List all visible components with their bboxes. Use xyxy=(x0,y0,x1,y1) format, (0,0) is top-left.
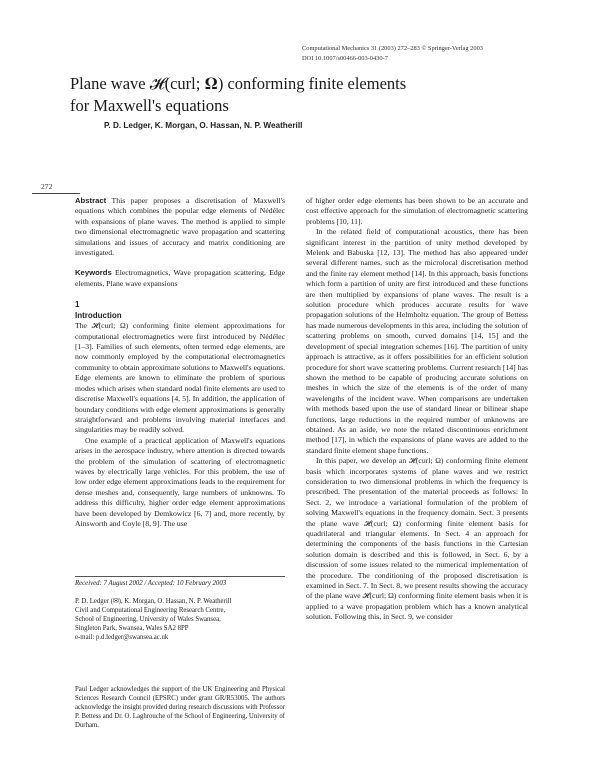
journal-doi: DOI 10.1007/s00466-003-0430-7 xyxy=(302,55,388,62)
acknowledgement: Paul Ledger acknowledges the support of the UK Engineering and Physical Sciences Research Council (EPSRC) under grant GR/R53005. The authors acknowledge the insight provided during research discussions with Professor P. Bettess and Dr. O. Laghrouche of the School of Engineering, University of Durham. xyxy=(75,686,285,729)
abstract-text: This paper proposes a discretisation of Maxwell's equations which combines the popular edge elements of Nédélec with expansions of plane waves. The method is applied to simple two dimensional electromagnetic wave propagation and scattering simulations and issues of accuracy and matrix conditioning are investigated. xyxy=(75,196,285,258)
keywords-label: Keywords xyxy=(75,268,112,278)
paper-title xyxy=(70,73,550,117)
page-number-rule xyxy=(32,193,80,194)
address-line: Civil and Computational Engineering Research Centre, xyxy=(75,607,226,614)
email-line: e-mail: p.d.ledger@swansea.ac.uk xyxy=(75,634,169,641)
address-line: Singleton Park, Swansea, Wales SA2 8PP xyxy=(75,625,189,632)
received-dates: Received: 7 August 2002 / Accepted: 10 February 2003 xyxy=(75,580,227,587)
address-line: P. D. Ledger (✉), K. Morgan, O. Hassan, N. P. Weatherill xyxy=(75,598,232,605)
journal-citation: Computational Mechanics 31 (2003) 272–283 © Springer-Verlag 2003 xyxy=(302,45,483,52)
intro-paragraph-1: The 𝓗(curl; Ω) conforming finite element approximations for computational electromagnetics were first introduced by Nédélec [1–3]. Families of such elements, often termed edge elements, are now commonly employed by the computational electromagnetics community to obtain approximate solutions to Maxwell's equations. Edge elements are known to eliminate the problem of spurious modes which arises when standard nodal finite elements are used to discretise Maxwell's equations [4, 5]. In addition, the application of boundary conditions with edge element approximations is generally straightforward and problems involving material interfaces and singularities may be readily solved. xyxy=(75,321,285,435)
journal-header xyxy=(302,44,582,64)
author-address xyxy=(75,597,285,642)
section-title: Introduction xyxy=(75,311,122,321)
abstract-label: Abstract xyxy=(75,196,107,205)
paper-title-line2: for Maxwell's equations xyxy=(70,96,229,115)
intro-paragraph-2: One example of a practical application of Maxwell's equations arises in the aerospace industry, where attention is directed towards the problem of the simulation of scattering of electromagnetic waves by electrically large vehicles. For this problem, the use of low order edge element approximations leads to the requirement for dense meshes and, consequently, large numbers of unknowns. To address this difficulty, higher order edge element approximations have been developed by Demkowicz [6, 7] and, more recently, by Ainsworth and Coyle [8, 9]. The use xyxy=(75,435,285,528)
address-line: School of Engineering, University of Wales Swansea, xyxy=(75,616,221,623)
right-paragraph-3: In this paper, we develop an 𝓗(curl; Ω) conforming finite element basis which incorporates systems of plane waves and we restrict consideration to two dimensional problems in which the frequency is prescribed. The presentation of the material proceeds as follows: In Sect. 2, we introduce a variational formulation of the problem of solving Maxwell's equations in the frequency domain. Sect. 3 presents the plane wave 𝓗(curl; Ω) conforming finite element basis for quadrilateral and triangular elements. In Sect. 4 an approach for determining the components of the basis functions in the Cartesian solution domain is described and this is followed, in Sect. 6, by a discussion of some issues related to the numerical implementation of the procedure. The conditioning of the proposed discretisation is examined in Sect. 7. In Sect. 8, we present results showing the accuracy of the plane wave 𝓗(curl; Ω) conforming finite element basis when it is applied to a wave propagation problem which has a known analytical solution. Following this, in Sect. 9, we consider xyxy=(306,456,528,622)
footnote-divider xyxy=(75,576,285,577)
author-list: P. D. Ledger, K. Morgan, O. Hassan, N. P. Weatherill xyxy=(104,121,303,130)
abstract xyxy=(75,196,285,258)
page-number: 272 xyxy=(41,182,53,191)
paper-title-line1: Plane wave 𝓗(curl; 𝛀) conforming finite elements xyxy=(70,74,407,93)
left-column xyxy=(75,196,285,529)
keywords xyxy=(75,268,285,289)
right-paragraph-1: of higher order edge elements has been shown to be an accurate and cost effective approach for the simulation of electromagnetic scattering problems [10, 11]. xyxy=(306,196,528,226)
section-number: 1 xyxy=(75,300,80,310)
right-column xyxy=(306,196,528,623)
right-paragraph-2: In the related field of computational acoustics, there has been significant interest in the partition of unity method developed by Melenk and Babuska [12, 13]. The method has also appeared under several different names, such as the microlocal discretisation method and the finite ray element method [14]. In this approach, basis functions which form a partition of unity are first introduced and these functions are then multiplied by expansions of plane waves. The result is a solution procedure which produces accurate results for wave propagation solutions of the Helmholtz equation. The group of Bettess has made numerous developments in this area, including the solution of scattering problems on smooth, curved domains [14, 15] and the development of special integration schemes [16]. The partition of unity approach is attractive, as it offers possibilities for an efficient solution procedure for short wave scattering problems. Current research [14] has shown the method to be capable of producing accurate solutions on meshes in which the size of the elements is of the order of many wavelengths of the incident wave. When comparisons are undertaken with methods based upon the use of standard linear or bilinear shape functions, large reductions in the required number of unknowns are obtained. As an aside, we note the related discontinuous enrichment method [17], in which the expansions of plane waves are added to the standard finite element shape functions. xyxy=(306,227,528,455)
keywords-text: Electromagnetics, Wave propagation scattering, Edge elements, Plane wave expansions xyxy=(75,268,285,288)
